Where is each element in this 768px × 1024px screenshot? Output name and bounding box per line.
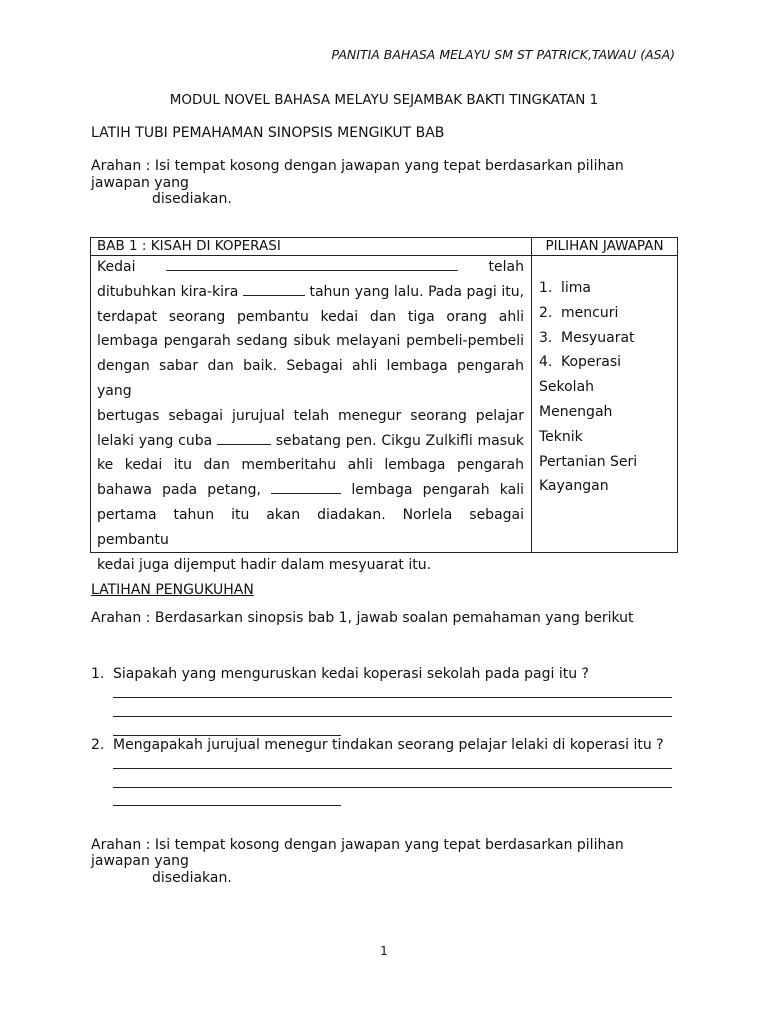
page-header: PANITIA BAHASA MELAYU SM ST PATRICK,TAWAU (ASA) [331,47,675,62]
instruction-line-1: Arahan : Isi tempat kosong dengan jawapan yang tepat berdasarkan pilihan [91,837,624,853]
question-1: 1. Siapakah yang menguruskan kedai koperasi sekolah pada pagi itu ? [91,666,589,682]
answer-line[interactable] [113,787,672,788]
instruction-line-2: jawapan yang [91,175,189,191]
paragraph-line: terdapat seorang pembantu kedai dan tiga orang ahli [97,308,524,325]
fill-blank[interactable] [243,281,305,296]
answer-line[interactable] [113,805,341,806]
paragraph-line: ditubuhkan kira-kira tahun yang lalu. Pada pagi itu, [97,280,524,305]
section-heading-latih-tubi: LATIH TUBI PEMAHAMAN SINOPSIS MENGIKUT BAB [91,125,445,141]
instruction-2: Arahan : Berdasarkan sinopsis bab 1, jawab soalan pemahaman yang berikut [91,610,634,626]
answer-options-list [539,276,637,499]
fill-blank[interactable] [217,430,271,445]
answer-option: 3. Mesyuarat [539,329,635,346]
answer-option: 4. Koperasi [539,354,622,371]
paragraph-line: lembaga pengarah sedang sibuk melayani pembeli-pembeli [97,333,524,350]
fill-blank[interactable] [271,479,341,494]
answer-option-continuation: Sekolah [539,379,595,396]
answer-line[interactable] [113,716,672,717]
answer-option-continuation: Pertanian Seri [539,453,638,470]
instruction-line-3: disediakan. [152,191,232,207]
paragraph-line: lelaki yang cuba sebatang pen. Cikgu Zulkifli masuk [97,429,524,454]
answer-line[interactable] [113,768,672,769]
section-heading-latihan-pengukuhan: LATIHAN PENGUKUHAN [91,582,254,598]
question-2: 2. Mengapakah jurujual menegur tindakan seorang pelajar lelaki di koperasi itu ? [91,737,664,753]
answer-option-continuation: Menengah [539,403,613,420]
table-header-chapter: BAB 1 : KISAH DI KOPERASI [97,238,281,254]
paragraph-line: bertugas sebagai jurujual telah menegur seorang pelajar [97,407,524,424]
table-header-options: PILIHAN JAWAPAN [545,238,664,254]
paragraph-line: pertama tahun itu akan diadakan. Norlela sebagai pembantu [97,506,524,548]
table-column-divider [531,238,532,552]
answer-option-continuation: Kayangan [539,478,609,495]
answer-option: 1. lima [539,280,591,296]
instruction-line-2: jawapan yang [91,853,189,869]
answer-option: 2. mencuri [539,304,619,321]
answer-line[interactable] [113,697,672,698]
paragraph-line: kedai juga dijemput hadir dalam mesyuarat itu. [97,556,432,573]
fill-blank[interactable] [166,256,458,271]
paragraph-line: Kedai telah [97,255,524,280]
synopsis-paragraph [97,255,524,577]
paragraph-line: bahawa pada petang, lembaga pengarah kali [97,478,524,503]
synopsis-table [90,237,678,573]
answer-line[interactable] [113,735,341,736]
instruction-line-3: disediakan. [152,870,232,886]
page-number: 1 [380,944,388,958]
paragraph-line: dengan sabar dan baik. Sebagai ahli lembaga pengarah yang [97,358,524,399]
answer-option-continuation: Teknik [539,428,583,445]
instruction-line-1: Arahan : Isi tempat kosong dengan jawapan yang tepat berdasarkan pilihan [91,158,624,174]
paragraph-line: ke kedai itu dan memberitahu ahli lembaga pengarah [97,457,524,474]
module-title: MODUL NOVEL BAHASA MELAYU SEJAMBAK BAKTI TINGKATAN 1 [169,92,599,108]
